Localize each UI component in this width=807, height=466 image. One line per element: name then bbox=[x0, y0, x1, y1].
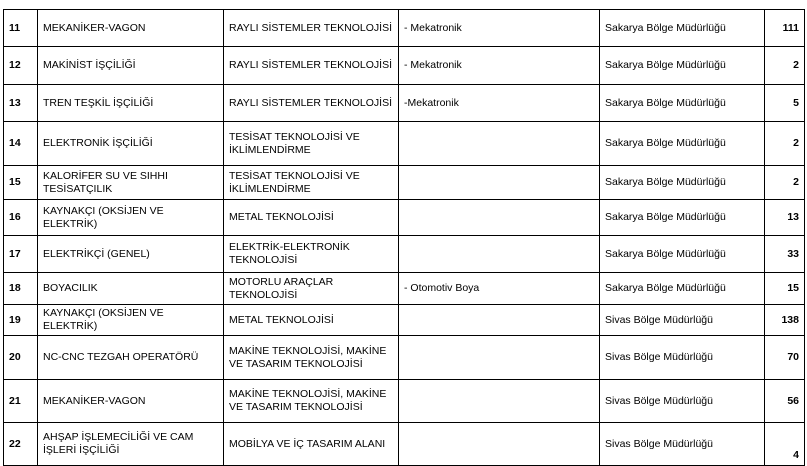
positions-table bbox=[3, 9, 805, 466]
table-row bbox=[4, 423, 805, 466]
count-cell: 4 bbox=[765, 423, 805, 466]
occupation-cell: KAYNAKÇI (OKSİJEN VE ELEKTRİK) bbox=[38, 200, 224, 236]
branch-cell: - Mekatronik bbox=[399, 47, 600, 85]
occupation-cell: MEKANİKER-VAGON bbox=[38, 10, 224, 47]
count-cell: 70 bbox=[765, 336, 805, 380]
field-cell: TESİSAT TEKNOLOJİSİ VE İKLİMLENDİRME bbox=[224, 122, 399, 166]
count-cell: 56 bbox=[765, 380, 805, 423]
field-cell: RAYLI SİSTEMLER TEKNOLOJİSİ bbox=[224, 85, 399, 122]
row-number: 12 bbox=[4, 47, 38, 85]
row-number: 16 bbox=[4, 200, 38, 236]
branch-cell: - Otomotiv Boya bbox=[399, 273, 600, 305]
table-row bbox=[4, 85, 805, 122]
branch-cell bbox=[399, 336, 600, 380]
table-row bbox=[4, 122, 805, 166]
directorate-cell: Sakarya Bölge Müdürlüğü bbox=[600, 166, 765, 200]
branch-cell: - Mekatronik bbox=[399, 10, 600, 47]
occupation-cell: MEKANİKER-VAGON bbox=[38, 380, 224, 423]
branch-cell: -Mekatronik bbox=[399, 85, 600, 122]
field-cell: MAKİNE TEKNOLOJİSİ, MAKİNE VE TASARIM TEKNOLOJİSİ bbox=[224, 336, 399, 380]
occupation-cell: ELEKTRİKÇİ (GENEL) bbox=[38, 236, 224, 273]
directorate-cell: Sakarya Bölge Müdürlüğü bbox=[600, 236, 765, 273]
table-row bbox=[4, 273, 805, 305]
directorate-cell: Sakarya Bölge Müdürlüğü bbox=[600, 200, 765, 236]
field-cell: MAKİNE TEKNOLOJİSİ, MAKİNE VE TASARIM TEKNOLOJİSİ bbox=[224, 380, 399, 423]
occupation-cell: NC-CNC TEZGAH OPERATÖRÜ bbox=[38, 336, 224, 380]
row-number: 18 bbox=[4, 273, 38, 305]
occupation-cell: KALORİFER SU VE SIHHI TESİSATÇILIK bbox=[38, 166, 224, 200]
row-number: 21 bbox=[4, 380, 38, 423]
count-cell: 138 bbox=[765, 305, 805, 336]
table-row bbox=[4, 336, 805, 380]
field-cell: MOBİLYA VE İÇ TASARIM ALANI bbox=[224, 423, 399, 466]
occupation-cell: ELEKTRONİK İŞÇİLİĞİ bbox=[38, 122, 224, 166]
directorate-cell: Sivas Bölge Müdürlüğü bbox=[600, 336, 765, 380]
occupation-cell: TREN TEŞKİL İŞÇİLİĞİ bbox=[38, 85, 224, 122]
table-row bbox=[4, 47, 805, 85]
table-row bbox=[4, 166, 805, 200]
table-row bbox=[4, 380, 805, 423]
count-cell: 5 bbox=[765, 85, 805, 122]
field-cell: TESİSAT TEKNOLOJİSİ VE İKLİMLENDİRME bbox=[224, 166, 399, 200]
directorate-cell: Sakarya Bölge Müdürlüğü bbox=[600, 47, 765, 85]
row-number: 13 bbox=[4, 85, 38, 122]
table-row bbox=[4, 305, 805, 336]
occupation-cell: BOYACILIK bbox=[38, 273, 224, 305]
directorate-cell: Sakarya Bölge Müdürlüğü bbox=[600, 85, 765, 122]
branch-cell bbox=[399, 236, 600, 273]
field-cell: ELEKTRİK-ELEKTRONİK TEKNOLOJİSİ bbox=[224, 236, 399, 273]
row-number: 14 bbox=[4, 122, 38, 166]
field-cell: METAL TEKNOLOJİSİ bbox=[224, 200, 399, 236]
branch-cell bbox=[399, 122, 600, 166]
field-cell: METAL TEKNOLOJİSİ bbox=[224, 305, 399, 336]
directorate-cell: Sivas Bölge Müdürlüğü bbox=[600, 380, 765, 423]
directorate-cell: Sivas Bölge Müdürlüğü bbox=[600, 305, 765, 336]
count-cell: 33 bbox=[765, 236, 805, 273]
row-number: 11 bbox=[4, 10, 38, 47]
count-cell: 2 bbox=[765, 47, 805, 85]
branch-cell bbox=[399, 166, 600, 200]
directorate-cell: Sakarya Bölge Müdürlüğü bbox=[600, 122, 765, 166]
directorate-cell: Sakarya Bölge Müdürlüğü bbox=[600, 273, 765, 305]
field-cell: RAYLI SİSTEMLER TEKNOLOJİSİ bbox=[224, 47, 399, 85]
branch-cell bbox=[399, 305, 600, 336]
field-cell: MOTORLU ARAÇLAR TEKNOLOJİSİ bbox=[224, 273, 399, 305]
row-number: 19 bbox=[4, 305, 38, 336]
occupation-cell: KAYNAKÇI (OKSİJEN VE ELEKTRİK) bbox=[38, 305, 224, 336]
table-row bbox=[4, 10, 805, 47]
row-number: 15 bbox=[4, 166, 38, 200]
field-cell: RAYLI SİSTEMLER TEKNOLOJİSİ bbox=[224, 10, 399, 47]
row-number: 22 bbox=[4, 423, 38, 466]
occupation-cell: MAKİNİST İŞÇİLİĞİ bbox=[38, 47, 224, 85]
branch-cell bbox=[399, 200, 600, 236]
directorate-cell: Sakarya Bölge Müdürlüğü bbox=[600, 10, 765, 47]
row-number: 20 bbox=[4, 336, 38, 380]
count-cell: 111 bbox=[765, 10, 805, 47]
directorate-cell: Sivas Bölge Müdürlüğü bbox=[600, 423, 765, 466]
table-row bbox=[4, 236, 805, 273]
branch-cell bbox=[399, 380, 600, 423]
count-cell: 2 bbox=[765, 166, 805, 200]
count-cell: 2 bbox=[765, 122, 805, 166]
row-number: 17 bbox=[4, 236, 38, 273]
count-cell: 15 bbox=[765, 273, 805, 305]
branch-cell bbox=[399, 423, 600, 466]
occupation-cell: AHŞAP İŞLEMECİLİĞİ VE CAM İŞLERİ İŞÇİLİĞİ bbox=[38, 423, 224, 466]
count-cell: 13 bbox=[765, 200, 805, 236]
table-row bbox=[4, 200, 805, 236]
